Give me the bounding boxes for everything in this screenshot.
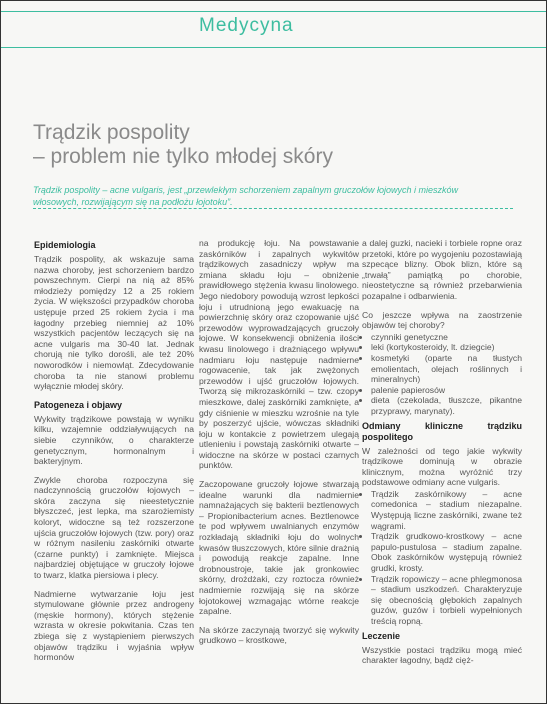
paragraph: Nadmierne wytwarzanie łoju jest stymulowane głównie przez androgeny (męskie hormony), których stężenie wzrasta w okresie pokwitania. Czas ten zbiega się z wystąpieniem pierwszych objawów trądziku i wyjaśnia wpływ hormonów	[34, 588, 194, 663]
paragraph: Trądzik pospolity, ak wskazuje sama nazwa choroby, jest schorzeniem bardzo powszechnym. Cierpi na nią aż 85% młodzieży pomiędzy 12 a 25 rokiem życia. W większości przypadków choroba ustępuje przed 25 rokiem życia i ma łagodny przebieg niemniej aż 10% wszystkich pacjentów leczących się na acne vulgaris ma 30-40 lat. Jednak chorują nie tylko dorośli, ale też 20% noworodków i niemowląt. Zdecydowanie choroba ta nie stanowi problemu wyłącznie młodej skóry.	[34, 254, 194, 392]
paragraph: Zwykle choroba rozpoczyna się nadczynnością gruczołów łojowych – skóra zaczyna się nieestetycznie błyszczeć, jest lepka, ma szarożiemisty koloryt, widoczne są też rozszerzone ujścia gruczołów łojowych (tzw. pory) oraz w różnym nasileniu zaskórniki otwarte (czarne punkty) i zamknięte. Miejsca najbardziej objętujące w gruczoły łojowe to twarz, klatka piersiowa i plecy.	[34, 474, 194, 581]
paragraph: Wszystkie postaci trądziku mogą mieć charakter łagodny, bądź cięż-	[362, 644, 522, 666]
heading-treatment: Leczenie	[362, 630, 401, 641]
paragraph: na produkcję łoju. Na powstawanie zaskórników i zapalnych wykwitów trądzikowych zasadniczy wpływ ma zmiana składu łoju – obniżenie prawidłowego stężenia kwasu linolowego. Jego niedobory powodują wzrost lepkości łoju i utrudnioną jego ewakuację na powierzchnię skóry oraz czopowanie ujść przewodów wyprowadzających gruczoły łojowe. W konsekwencji obniżenia ilości kwasu linolowego i drażniącego wpływu nadmiaru łoju następuje nadmierne rogowacenie, tak jak zwężonych przewodów i ujść gruczołów łojowych. Tworzą się mikrozaskórniki – tzw. czopy mieszkowe, dalej zaskórniki zamknięte, a gdy ciśnienie w mieszku wzrośnie na tyle by poszerzyć ujście, wówczas składniki łoju w kontakcie z powietrzem ulegają utlenieniu i powstają zaskórniki otwarte – widoczne na skórze w postaci czarnych punktów.	[199, 238, 359, 471]
paragraph: Wykwity trądzikowe powstają w wyniku kilku, wzajemnie oddziaływujących na siebie czynników, o charakterze genetycznym, hormonalnym i bakteryjnym.	[34, 413, 194, 467]
column-1	[34, 238, 194, 671]
list-item: • palenie papierosów	[371, 385, 522, 396]
list-item: • kosmetyki (oparte na tłustych emolientach, olejach roślinnych i mineralnych)	[371, 353, 522, 385]
section-name: Medycyna	[199, 15, 294, 36]
paragraph: Co jeszcze wpływa na zaostrzenie objawów tej choroby?	[362, 309, 522, 331]
title-line-1: Trądzik pospolity	[33, 121, 190, 145]
types-list	[362, 489, 522, 627]
list-item: • Trądzik zaskórnikowy – acne comedonica – stadium niezapalne. Występują liczne zaskórniki, zwane też wągrami.	[371, 489, 522, 531]
column-3	[362, 238, 522, 674]
factors-list	[362, 332, 522, 417]
article-title	[33, 121, 333, 169]
list-item: • Trądzik grudkowo-krostkowy – acne papulo-pustulosa – stadium zapalne. Obok zaskórników występują również grudki, krosty.	[371, 531, 522, 573]
list-item: • Trądzik ropowiczy – acne phlegmonosa – stadium uszkodzeń. Charakteryzuje się obecnością głębokich zapalnych guzów, guzów i torbieli wypełnionych treścią ropną.	[371, 574, 522, 627]
heading-clinical-types: Odmiany kliniczne trądziku pospolitego	[362, 420, 522, 442]
list-item: • dieta (czekolada, tłuszcze, pikantne przyprawy, marynaty).	[371, 395, 522, 416]
list-item: • leki (kortykosteroidy, lt. dziegcie)	[371, 342, 522, 353]
heading-pathogenesis: Patogeneza i objawy	[34, 399, 123, 410]
article-lead: Trądzik pospolity – acne vulgaris, jest „przewlekłym schorzeniem zapalnym gruczołów łojowych i mieszków włosowych, rozwijającym się na podłożu łojotoku”.	[33, 185, 458, 207]
list-item: • czynniki genetyczne	[371, 332, 522, 343]
title-line-2: – problem nie tylko młodej skóry	[33, 145, 333, 169]
paragraph: W zależności od tego jakie wykwity trądzikowe dominują w obrazie klinicznym, można wyróżnić trzy podstawowe odmiany acne vulgaris.	[362, 445, 522, 488]
column-2	[199, 238, 359, 654]
paragraph: Na skórze zaczynają tworzyć się wykwity grudkowo – krostkowe,	[199, 624, 359, 646]
heading-epidemiology: Epidemiologia	[34, 240, 96, 250]
paragraph: a dalej guzki, nacieki i torbiele ropne oraz przetoki, które po wygojeniu pozostawiają szpecące blizny. Obok blizn, które są „trwałą” pamiątką po chorobie, nieostetyczne są również przebarwienia pozapalne i odbarwienia.	[362, 238, 522, 301]
paragraph: Zaczopowane gruczoły łojowe stwarzają idealne warunki dla nadmiernie namnażających się bakterii beztlenowych – Propionibacterium acnes. Beztlenowce te pod wpływem uwalnianych enzymów rozkładają składniki łoju do wolnych kwasów tłuszczowych, które silnie drażnią i powodują reakcje zapalne. Inne drobnoustroje, takie jak gronkowiec skórny, drożdżaki, czy roztocza również nadmiernie rozwijają się na skórze łojotokowej wzmagając wtórne reakcje zapalne.	[199, 479, 359, 617]
lead-divider	[33, 208, 513, 209]
